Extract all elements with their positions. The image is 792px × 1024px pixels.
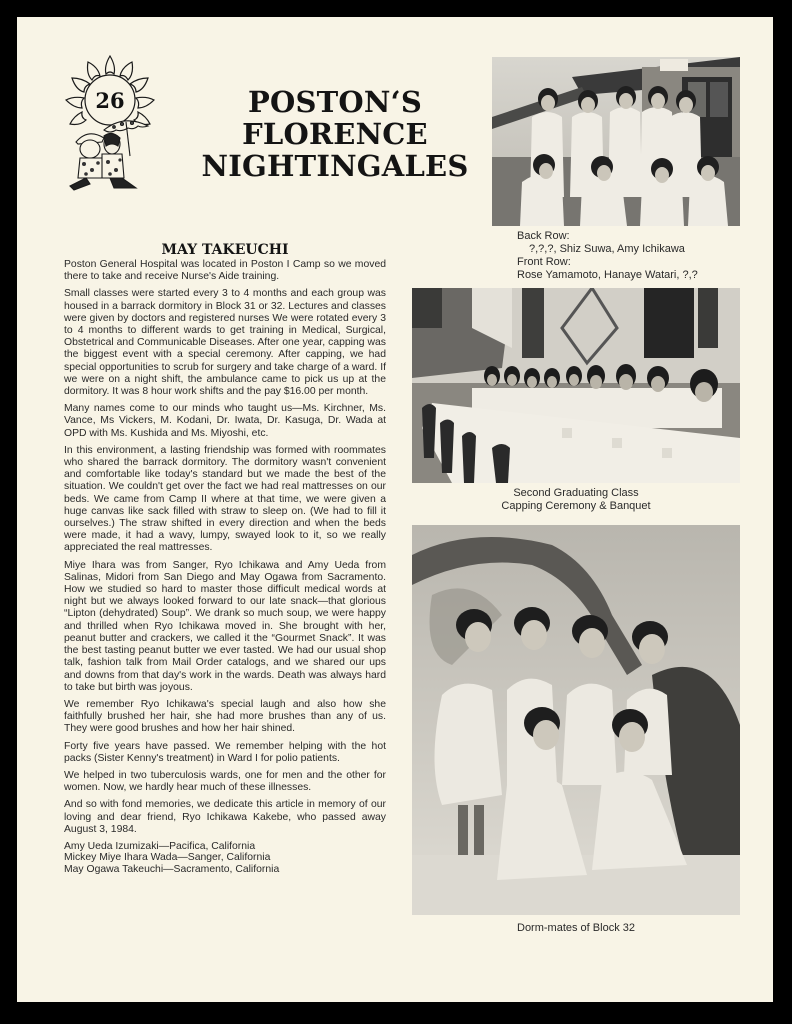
sun-icon: [62, 52, 158, 192]
caption-line: Front Row:: [517, 256, 571, 268]
photo-caption-dorm-mates: [412, 922, 740, 935]
caption-line: Capping Ceremony & Banquet: [501, 500, 651, 512]
paragraph: Many names come to our minds who taught us—Ms. Kirchner, Ms. Vance, Ms Vickers, M. Kodani, Dr. Iwata, Dr. Kasuga, Dr. Wada at OPD with Ms. Kushida and Ms. Miyoshi, etc.: [64, 403, 386, 439]
page-title: [195, 86, 475, 182]
title-line-3: NIGHTINGALES: [201, 149, 469, 183]
paragraph: We remember Ryo Ichikawa's special laugh and also how she faithfully brushed her hair, she had more brushes than any of us. They were good brushes and how her hair shined.: [64, 698, 386, 735]
photo-caption-capping-banquet: [412, 487, 740, 513]
paragraph: In this environment, a lasting friendship was formed with roommates who shared the barrack dormitory. The dormitory wasn't convenient and comfortable like today's standard but we made the best of the situation. We couldn't get over the fact we had real mattresses on our beds. We came from Camp II where at that time, we were given a huge canvas like sack filled with straw to sleep on. (We had to fill it ourselves.) The straw shifted in every direction and when the beds were made, it had a wavy, lumpy, swayed look to it, so we really appreciated the real mattresses.: [64, 444, 386, 554]
dorm-mates-photo-image: [412, 525, 740, 915]
signature-line: May Ogawa Takeuchi—Sacramento, California: [64, 863, 280, 875]
caption-line: Second Graduating Class: [513, 487, 639, 499]
caption-line: Back Row:: [517, 230, 570, 242]
signature-line: Mickey Miye Ihara Wada—Sanger, California: [64, 852, 271, 864]
photo-dorm-mates: [412, 525, 740, 915]
caption-line: Dorm-mates of Block 32: [517, 922, 635, 934]
paragraph: We helped in two tuberculosis wards, one for men and the other for women. Now, we hardly hear much of these illnesses.: [64, 769, 386, 794]
page-number-emblem: [62, 52, 158, 192]
photo-caption-nurses-group: [517, 230, 747, 282]
banquet-photo-image: [412, 288, 740, 483]
group-photo-image: [492, 57, 740, 226]
paragraph: Forty five years have passed. We remember helping with the hot packs (Sister Kenny's treatment) in Ward I for polio patients.: [64, 740, 386, 764]
page-number: 26: [95, 88, 125, 113]
paragraph: Small classes were started every 3 to 4 months and each group was housed in a barrack dormitory in Block 31 or 32. Lectures and classes were given by doctors and registered nurses We were rotated every 3 to 4 months to different wards to get training in Medical, Surgical, Obstetrical and Communicable Diseases. After one year, capping was the biggest event with a special ceremony. After capping, we had special opportunities to scrub for surgery and take charge of a ward. If we were on a night shift, the ambulance came to pick us up at the dormitory. It was 8 hour work shifts and the pay $16.00 per month.: [64, 288, 386, 398]
paragraph: And so with fond memories, we dedicate this article in memory of our loving and dear friend, Ryo Ichikawa Kakebe, who passed away August 3, 1984.: [64, 799, 386, 835]
paragraph: Miye Ihara was from Sanger, Ryo Ichikawa and Amy Ueda from Salinas, Midori from San Diego and May Ogawa from Sacramento. How we studied so hard to master those difficult medical words at night but we always looked forward to our late snack—that glorious “Lipton (dehydrated) Soup”. We drank so much soup, we were happy and thrilled when Ryo Ichikawa moved in. She brought with her, peanut butter and crackers, we called it the “Gourmet Snack”. It was the best tasting peanut butter we ever tasted. We had our usual shop talk, fashion talk from Mail Order catalogs, and we shared our ups and downs from that day's work in the wards. Death was always hard to take but birth was joyous.: [64, 559, 386, 693]
caption-line: ?,?,?, Shiz Suwa, Amy Ichikawa: [529, 243, 685, 255]
title-line-2: FLORENCE: [242, 117, 428, 151]
signature-line: Amy Ueda Izumizaki—Pacifica, California: [64, 840, 256, 852]
photo-nurses-group: [492, 57, 740, 226]
title-line-1: POSTON‘S: [248, 85, 422, 119]
photo-capping-banquet: [412, 288, 740, 483]
paragraph: Poston General Hospital was located in Poston I Camp so we moved there to take and receive Nurse's Aide training.: [64, 259, 386, 283]
article-byline: MAY TAKEUCHI: [161, 242, 289, 258]
caption-line: Rose Yamamoto, Hanaye Watari, ?,?: [517, 269, 698, 281]
article-body: [64, 242, 386, 875]
